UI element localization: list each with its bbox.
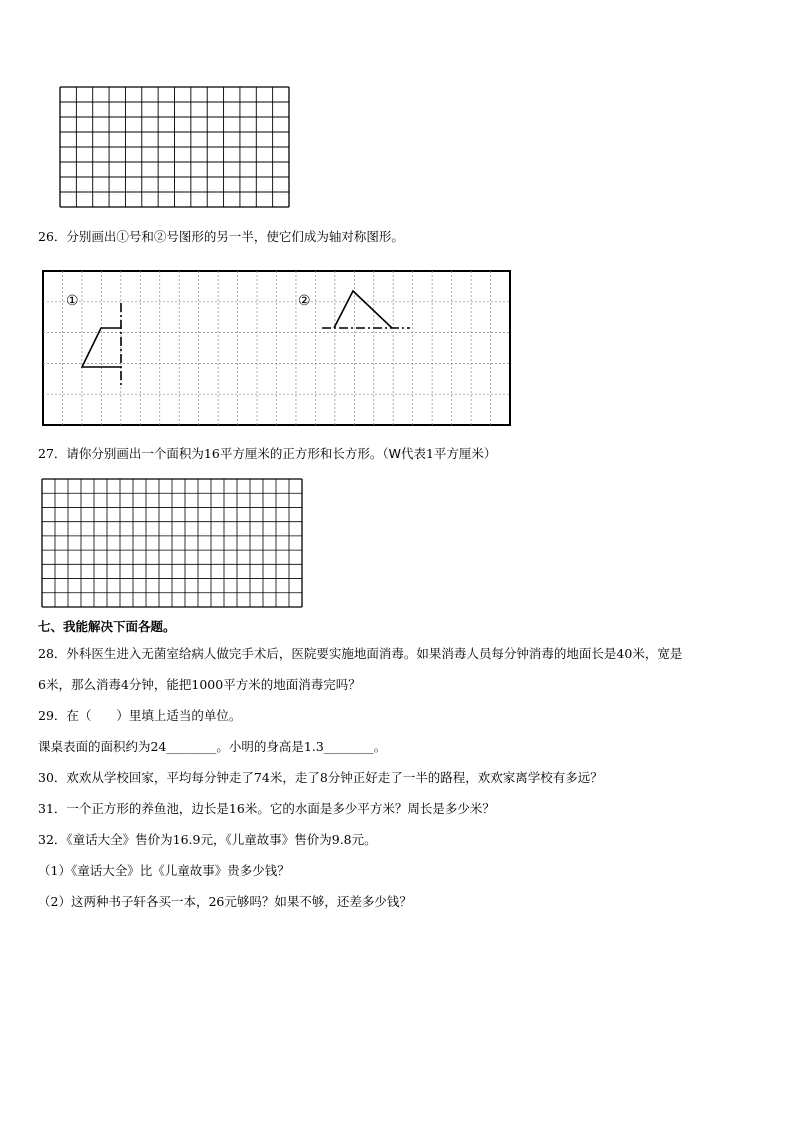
question-text: 请你分别画出一个面积为16平方厘米的正方形和长方形。（ — [66, 446, 389, 461]
question-32-sub-1: （1）《童话大全》比《儿童故事》贵多少钱？ — [38, 863, 290, 878]
question-number: 31． — [38, 801, 67, 816]
unit-symbol: W — [388, 446, 401, 461]
section-heading: 七、我能解决下面各题。 — [38, 619, 176, 634]
question-32-sub-2: （2）这两种书子轩各买一本，26元够吗？如果不够，还差多少钱？ — [38, 894, 412, 909]
question-text: 《童话大全》售价为16.9元，《儿童故事》售价为9.8元。 — [66, 832, 377, 847]
question-number: 32． — [38, 832, 67, 847]
question-29-blanks: 课桌表面的面积约为24________。小明的身高是1.3________。 — [38, 739, 387, 754]
question-29 — [38, 708, 241, 724]
figure-1-label: ① — [66, 293, 79, 309]
question-text-end: 代表1平方厘米） — [400, 446, 497, 461]
question-text: 一个正方形的养鱼池，边长是16米。它的水面是多少平方米？周长是多少米？ — [66, 801, 495, 816]
question-text: 欢欢从学校回家，平均每分钟走了74米，走了8分钟正好走了一半的路程，欢欢家离学校有多远？ — [66, 770, 603, 785]
question-number: 28． — [38, 646, 67, 661]
question-28-line-2: 6米，那么消毒4分钟，能把1000平方米的地面消毒完吗？ — [38, 677, 361, 692]
figure-2-label: ② — [298, 293, 311, 309]
question-number: 29． — [38, 708, 67, 723]
question-number: 26． — [38, 229, 67, 244]
question-number: 27． — [38, 446, 67, 461]
question-text: 外科医生进入无菌室给病人做完手术后，医院要实施地面消毒。如果消毒人员每分钟消毒的地面长是40米，宽是 — [66, 646, 683, 661]
question-32 — [38, 832, 377, 848]
question-text: 分别画出①号和②号图形的另一半，使它们成为轴对称图形。 — [66, 229, 404, 244]
question-number: 30． — [38, 770, 67, 785]
question-30 — [38, 770, 603, 786]
question-text: 在（ ）里填上适当的单位。 — [66, 708, 242, 723]
question-28-line-1 — [38, 646, 682, 662]
question-31 — [38, 801, 495, 817]
